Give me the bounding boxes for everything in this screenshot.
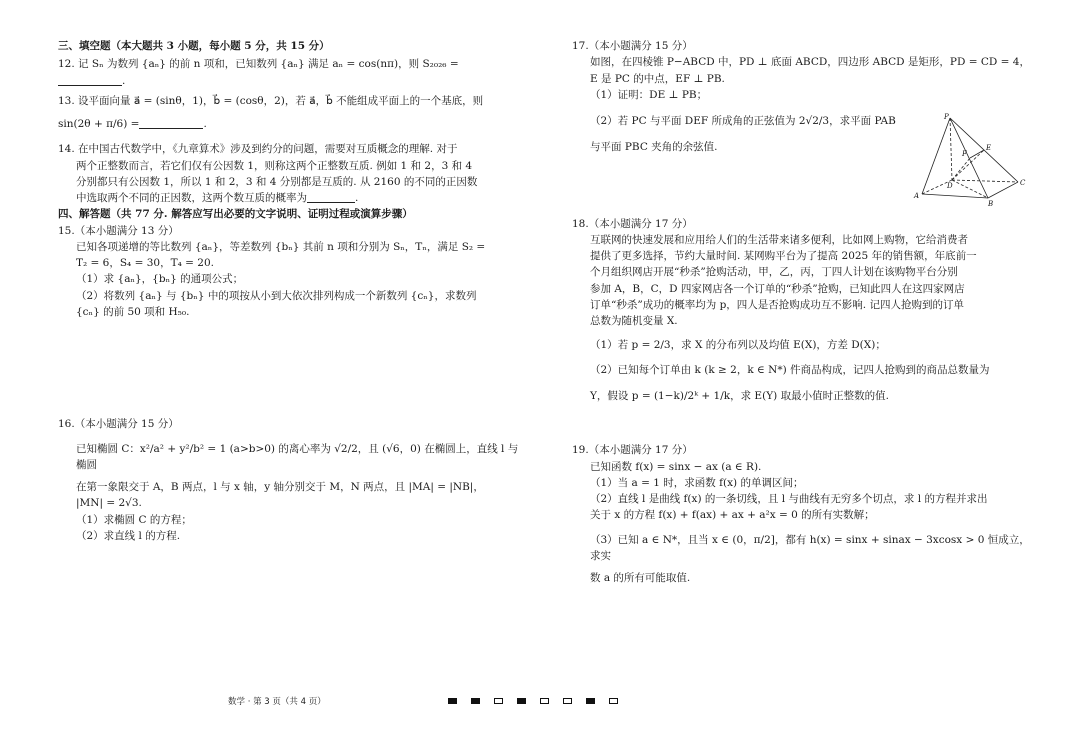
segment-DE: [952, 150, 984, 180]
edge-BC: [988, 182, 1018, 198]
q15-line2: T₂ = 6，S₄ = 30，T₄ = 20.: [76, 257, 214, 270]
q18-part2: （2）已知每个订单由 k (k ≥ 2，k ∈ N*) 件商品构成，记四人抢购到的商品总数量为: [590, 363, 990, 376]
q17-line1: 如图，在四棱锥 P−ABCD 中，PD ⊥ 底面 ABCD，四边形 ABCD 是矩形，PD = CD = 4，: [590, 56, 1030, 69]
q19-part1: （1）当 a = 1 时，求函数 f(x) 的单调区间；: [590, 476, 804, 489]
label-A: A: [914, 192, 920, 200]
edge-PB: [950, 118, 988, 198]
marker-square-filled: [448, 698, 457, 704]
q18-line4: 参加 A，B，C，D 四家网店各一个订单的“秒杀”抢购，已知此四人在这四家网店: [590, 282, 965, 295]
q16-heading: 16.（本小题满分 15 分）: [58, 418, 179, 431]
q18-line3: 个月组织网店开展“秒杀”抢购活动，甲，乙，丙，丁四人计划在该购物平台分别: [590, 266, 958, 279]
marker-square-filled: [586, 698, 595, 704]
q16-part2: （2）求直线 l 的方程.: [76, 529, 181, 542]
pyramid-figure: [912, 112, 1028, 208]
q16-line3: |MN| = 2√3.: [76, 497, 142, 510]
q15-heading: 15.（本小题满分 13 分）: [58, 224, 179, 237]
answer-blank: [307, 192, 355, 203]
label-C: C: [1020, 179, 1026, 187]
q18-line2: 提供了更多选择，节约大量时间. 某网购平台为了提高 2025 年的销售额，年底前一: [590, 250, 977, 263]
question-14: 14. 在中国古代数学中，《九章算术》涉及到约分的问题，需要对互质概念的理解. 对于 两个正整数而言，若它们仅有公因数 1，则称这两个正整数互质. 例如 1 和 2，3 和 4 分别都只有公因数 1，所以 1 和 2，3 和 4 分别都是互质的. 从 2160 的不同的正因数 中选取两个不同的正因数，这两个数互质的概率为 .: [58, 141, 520, 206]
q17-part1: （1）证明：DE ⊥ PB；: [590, 88, 708, 101]
page-footer: [0, 694, 1080, 714]
q13-line2: sin(2θ + π/6) =: [58, 118, 140, 131]
answer-blank: [139, 118, 203, 129]
label-E: E: [986, 144, 992, 152]
q12-text: 12. 记 Sₙ 为数列 {aₙ} 的前 n 项和，已知数列 {aₙ} 满足 aₙ = cos(nπ)，则 S₂₀₂₆ =: [58, 58, 459, 71]
q18-heading: 18.（本小题满分 17 分）: [572, 217, 693, 230]
q16-line1: 已知椭圆 C：x²/a² + y²/b² = 1 (a>b>0) 的离心率为 √2/2，且 (√6，0) 在椭圆上，直线 l 与椭圆: [76, 442, 519, 471]
q14-line4: 中选取两个不同的正因数，这两个数互质的概率为: [76, 192, 307, 205]
label-P: P: [944, 113, 949, 121]
q18-line5: 订单“秒杀”成功的概率均为 p，四人是否抢购成功互不影响. 记四人抢购到的订单: [590, 298, 964, 311]
label-F: F: [962, 150, 967, 158]
q16-line2: 在第一象限交于 A，B 两点，l 与 x 轴，y 轴分别交于 M，N 两点，且 |MA| = |NB|，: [76, 481, 484, 494]
q15-line1: 已知各项递增的等比数列 {aₙ}，等差数列 {bₙ} 其前 n 项和分别为 Sₙ，Tₙ，满足 S₂ =: [76, 240, 486, 253]
segment-DF: [952, 158, 970, 180]
q19-heading: 19.（本小题满分 17 分）: [572, 444, 693, 457]
edge-AB: [922, 194, 988, 198]
q19-part2: （2）直线 l 是曲线 f(x) 的一条切线，且 l 与曲线有无穷多个切点，求 l 的方程并求出: [590, 493, 988, 506]
q18-line1: 互联网的快速发展和应用给人们的生活带来诸多便利，比如网上购物，它给消费者: [590, 233, 968, 246]
q13-line1: 13. 设平面向量 a⃗ = (sinθ，1)，b⃗ = (cosθ，2)，若 a⃗，b⃗ 不能组成平面上的一个基底，则: [58, 94, 484, 107]
q17-heading: 17.（本小题满分 15 分）: [572, 40, 693, 52]
q15-part1: （1）求 {aₙ}，{bₙ} 的通项公式；: [76, 273, 244, 286]
left-column: [58, 38, 520, 544]
page-number-label: 数学 · 第 3 页（共 4 页）: [228, 697, 326, 707]
marker-square-empty: [494, 698, 503, 704]
q16-part1: （1）求椭圆 C 的方程；: [76, 513, 192, 526]
question-12: 12. 记 Sₙ 为数列 {aₙ} 的前 n 项和，已知数列 {aₙ} 满足 aₙ = cos(nπ)，则 S₂₀₂₆ =.: [58, 58, 459, 87]
q14-line1: 14. 在中国古代数学中，《九章算术》涉及到约分的问题，需要对互质概念的理解. 对于: [58, 143, 458, 156]
question-13: 13. 设平面向量 a⃗ = (sinθ，1)，b⃗ = (cosθ，2)，若 a⃗，b⃗ 不能组成平面上的一个基底，则 sin(2θ + π/6) = .: [58, 93, 520, 133]
section-fill-in-title: 三、填空题（本大题共 3 小题，每小题 5 分，共 15 分）: [58, 40, 330, 52]
q17-line2: E 是 PC 的中点，EF ⊥ PB.: [590, 72, 725, 85]
segment-DB: [952, 180, 988, 198]
q19-part3-cont: 数 a 的所有可能取值.: [590, 572, 691, 585]
exam-marker-squares: [448, 698, 618, 704]
label-B: B: [988, 200, 994, 208]
q15-part2: （2）将数列 {aₙ} 与 {bₙ} 中的项按从小到大依次排列构成一个新数列 {cₙ}，求数列: [76, 289, 477, 302]
marker-square-empty: [563, 698, 572, 704]
q18-part1: （1）若 p = 2/3，求 X 的分布列以及均值 E(X)，方差 D(X)；: [590, 339, 886, 352]
marker-square-empty: [540, 698, 549, 704]
q15-part2-cont: {cₙ} 的前 50 项和 H₅₀.: [76, 305, 190, 318]
answer-blank: [58, 75, 122, 86]
question-18: [572, 216, 1030, 405]
q18-line6: 总数为随机变量 X.: [590, 315, 678, 328]
question-19: [572, 442, 1030, 586]
edge-PD: [950, 118, 952, 180]
label-D: D: [947, 182, 953, 190]
marker-square-filled: [517, 698, 526, 704]
marker-square-filled: [471, 698, 480, 704]
marker-square-empty: [609, 698, 618, 704]
segment-EF: [970, 150, 984, 158]
q17-part2: （2）若 PC 与平面 DEF 所成角的正弦值为 2√2/3，求平面 PAB: [590, 115, 896, 128]
q19-line1: 已知函数 f(x) = sinx − ax (a ∈ R).: [590, 460, 762, 473]
question-15: [58, 223, 520, 321]
q19-part2-cont: 关于 x 的方程 f(x) + f(ax) + ax + a²x = 0 的所有实数解；: [590, 509, 875, 522]
q18-part2-cont: Y，假设 p = (1−k)/2ᵏ + 1/k，求 E(Y) 取最小值时正整数的值.: [590, 389, 889, 402]
q14-line2: 两个正整数而言，若它们仅有公因数 1，则称这两个正整数互质. 例如 1 和 2，3 和 4: [76, 159, 473, 172]
edge-DC: [952, 180, 1018, 182]
question-16: [58, 416, 520, 544]
q19-part3: （3）已知 a ∈ N*，且当 x ∈ (0，π/2]，都有 h(x) = sinx + sinax − 3xcosx > 0 恒成立，求实: [590, 533, 1030, 562]
q14-line3: 分别都只有公因数 1，所以 1 和 2，3 和 4 分别都是互质的. 从 2160 的不同的正因数: [76, 175, 478, 188]
section-solutions-title: 四、解答题（共 77 分. 解答应写出必要的文字说明、证明过程或演算步骤）: [58, 208, 413, 221]
q17-part2-cont: 与平面 PBC 夹角的余弦值.: [590, 141, 718, 154]
